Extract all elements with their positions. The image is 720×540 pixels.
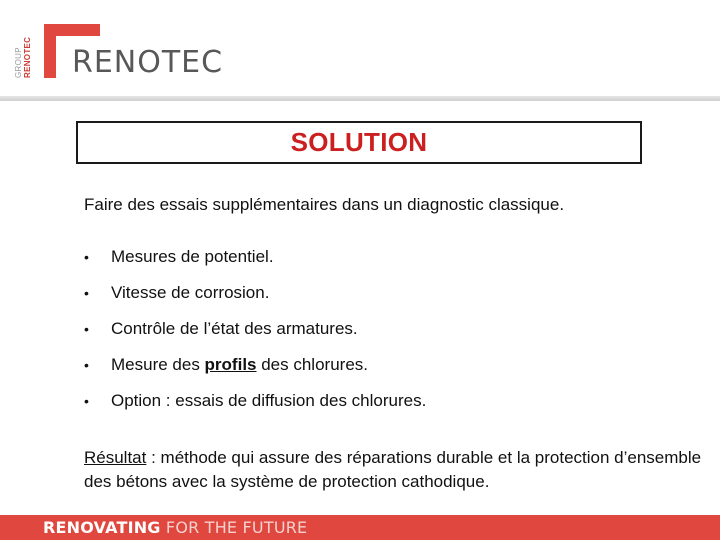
list-item <box>84 282 426 304</box>
title-box <box>76 121 642 164</box>
header <box>0 0 720 100</box>
header-divider <box>0 96 720 101</box>
logo-text: RENOTEC <box>72 45 224 80</box>
bullet-text: Option : essais de diffusion des chlorures. <box>111 391 427 410</box>
result-label: Résultat <box>84 448 147 467</box>
bullet-icon: • <box>84 285 89 301</box>
underlined-term: profils <box>204 355 257 374</box>
bullet-icon: • <box>84 393 89 409</box>
list-item <box>84 354 426 376</box>
bullet-text-after: des chlorures. <box>256 355 368 374</box>
slide-title: SOLUTION <box>290 127 428 157</box>
bullet-text: Mesures de potentiel. <box>111 247 274 266</box>
footer-bar <box>0 515 720 540</box>
slogan-bold: RENOVATING <box>43 518 161 537</box>
intro-text: Faire des essais supplémentaires dans un diagnostic classique. <box>84 195 565 214</box>
bullet-list <box>84 246 426 426</box>
group-text: GROUP <box>14 47 23 78</box>
bullet-icon: • <box>84 321 89 337</box>
list-item <box>84 318 426 340</box>
footer-slogan <box>43 518 307 538</box>
bullet-text-before: Mesure des <box>111 355 205 374</box>
bullet-text <box>111 354 368 376</box>
result-text: : méthode qui assure des réparations durable et la protection d’ensemble des bétons avec la système de protection cathodique. <box>84 448 702 491</box>
logo-group-label <box>14 37 32 78</box>
bullet-text: Vitesse de corrosion. <box>111 283 270 302</box>
bullet-icon: • <box>84 357 89 373</box>
result-paragraph <box>84 446 714 494</box>
list-item <box>84 246 426 268</box>
group-brand-text: RENOTEC <box>23 36 32 78</box>
list-item <box>84 390 426 412</box>
slogan-rest: FOR THE FUTURE <box>160 518 308 537</box>
bullet-icon: • <box>84 249 89 265</box>
bullet-text: Contrôle de l’état des armatures. <box>111 319 358 338</box>
